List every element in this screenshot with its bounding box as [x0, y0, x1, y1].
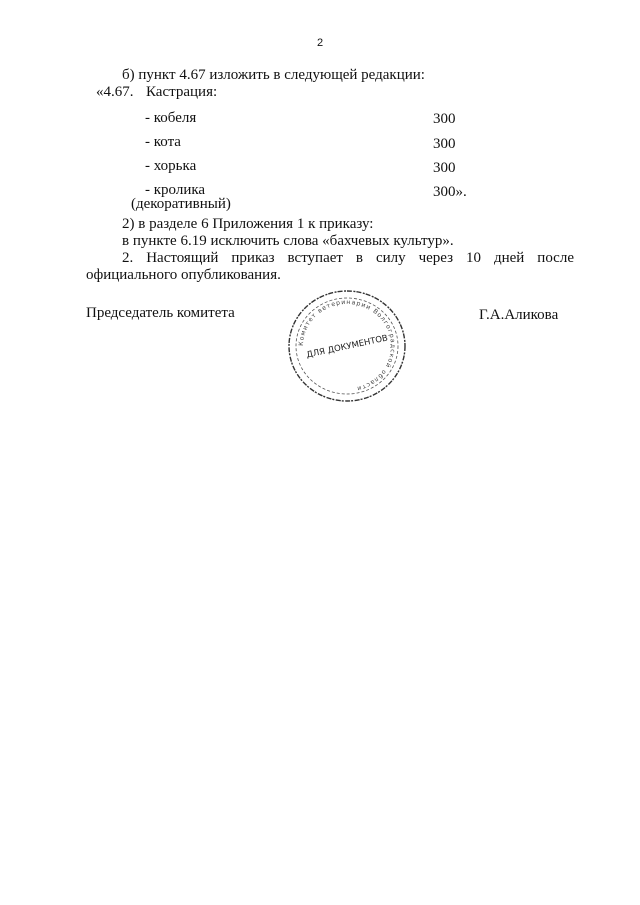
price-item-name: - кролика	[145, 182, 206, 198]
page-number: 2	[316, 37, 324, 49]
signature-position: Председатель комитета	[86, 305, 235, 321]
price-item-name: - кобеля	[145, 110, 197, 126]
clause-2-line-2: официального опубликования.	[86, 267, 281, 283]
paragraph-b: б) пункт 4.67 изложить в следующей редакции:	[122, 67, 425, 83]
paragraph-2-heading: 2) в разделе 6 Приложения 1 к приказу:	[122, 216, 374, 232]
price-item-value: 300».	[433, 184, 467, 200]
price-item-name: - хорька	[145, 158, 197, 174]
item-title: Кастрация:	[146, 84, 218, 100]
price-item-name: - кота	[145, 134, 181, 150]
clause-2-line-1: 2. Настоящий приказ вступает в силу через 10 дней после	[122, 250, 574, 266]
price-item-name-extra: (декоративный)	[131, 196, 231, 212]
price-item-value: 300	[433, 136, 456, 152]
item-number: «4.67.	[96, 84, 134, 100]
stamp-inner-text: ДЛЯ ДОКУМЕНТОВ	[305, 333, 389, 361]
price-item-value: 300	[433, 160, 456, 176]
clause-2	[86, 250, 574, 284]
stamp-ring-text: Комитет ветеринарии Волгоградской области	[297, 298, 397, 393]
official-stamp	[284, 287, 410, 405]
price-item-value: 300	[433, 111, 456, 127]
paragraph-2-text: в пункте 6.19 исключить слова «бахчевых культур».	[122, 233, 454, 249]
signature-name: Г.А.Аликова	[479, 307, 559, 323]
